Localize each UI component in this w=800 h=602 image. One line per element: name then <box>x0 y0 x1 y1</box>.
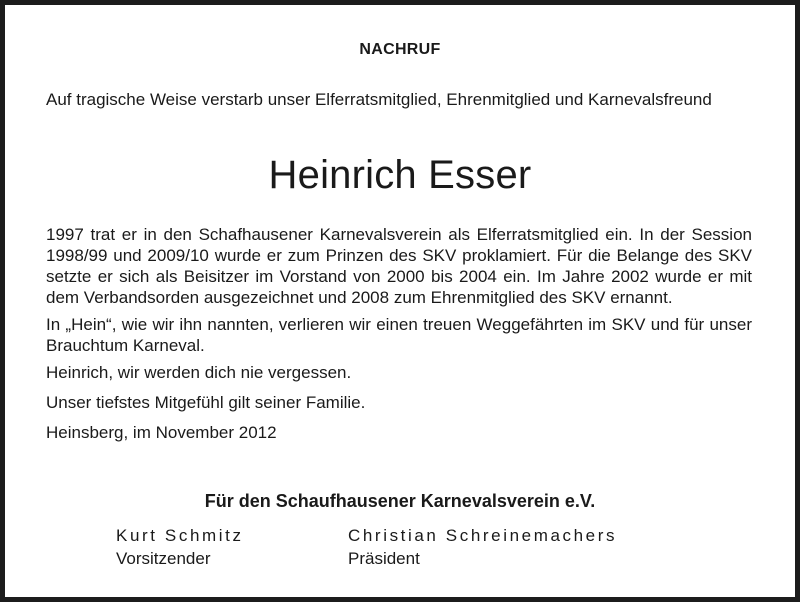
deceased-name: Heinrich Esser <box>268 153 532 197</box>
condolence-line: Unser tiefstes Mitgefühl gilt seiner Familie. <box>46 393 366 412</box>
intro-text: Auf tragische Weise verstarb unser Elferratsmitglied, Ehrenmitglied und Karnevalsfreund <box>46 90 712 109</box>
biography-paragraph: 1997 trat er in den Schafhausener Karnevalsverein als Elferratsmitglied ein. In der Session 1998/99 und 2009/10 wurde er zum Prinzen des SKV proklamiert. Für die Belange des SKV setzte er sich als Beisitzer im Vorstand von 2000 bis 2004 ein. Im Jahre 2002 wurde er mit dem Verbandsorden ausgezeichnet und 2008 zum Ehrenmitglied des SKV ernannt. <box>46 225 752 307</box>
notice-heading: NACHRUF <box>359 41 441 58</box>
place-date-line: Heinsberg, im November 2012 <box>46 423 277 442</box>
farewell-line: Heinrich, wir werden dich nie vergessen. <box>46 363 352 382</box>
signatory-name: Kurt Schmitz <box>116 526 244 545</box>
signature-block-president <box>348 524 617 570</box>
signature-block-chair <box>116 524 244 570</box>
signatory-name: Christian Schreinemachers <box>348 526 618 545</box>
tribute-paragraph: In „Hein“, wie wir ihn nannten, verlieren wir einen treuen Weggefährten im SKV und für unser Brauchtum Karneval. <box>46 315 752 355</box>
organization-line: Für den Schaufhausener Karnevalsverein e.V. <box>204 491 596 511</box>
signatory-role: Präsident <box>348 549 420 568</box>
signatory-role: Vorsitzender <box>116 549 211 568</box>
notice-body <box>46 224 752 452</box>
